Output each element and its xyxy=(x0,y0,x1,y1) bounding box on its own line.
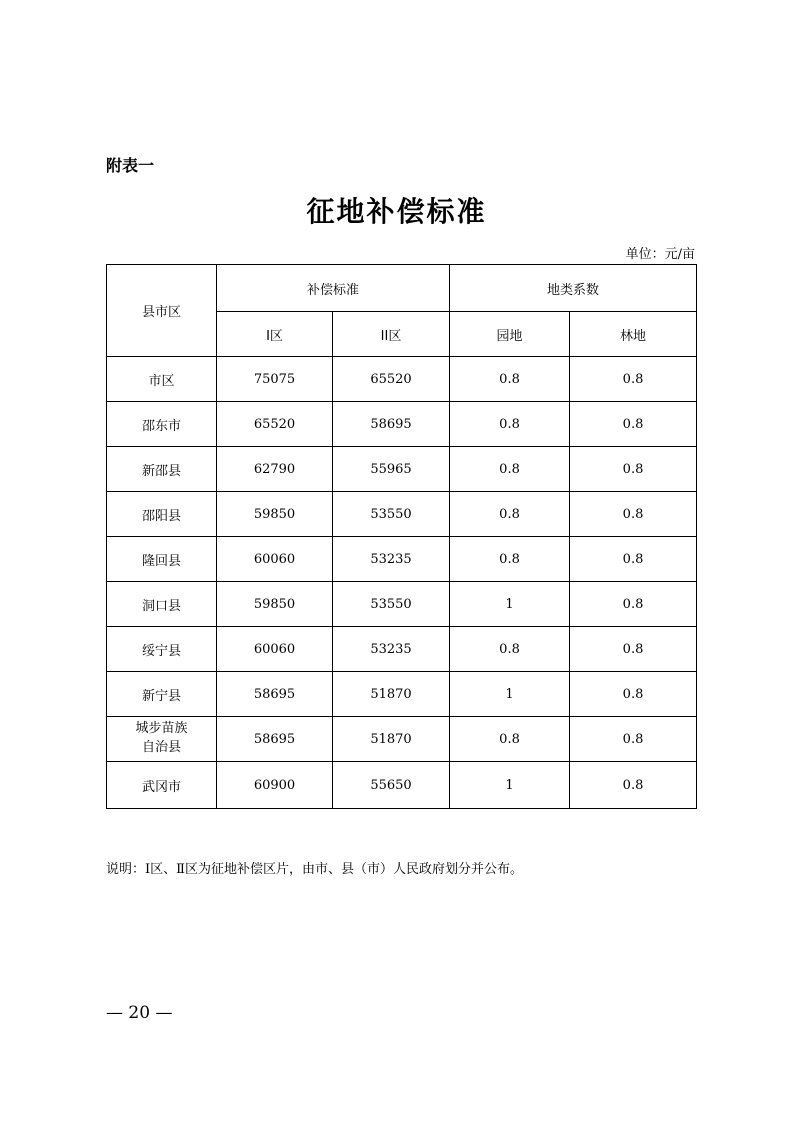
cell-zone1: 65520 xyxy=(217,402,333,447)
cell-forest: 0.8 xyxy=(570,762,697,809)
header-zone2: ⅠⅠ区 xyxy=(333,312,450,357)
cell-county: 邵阳县 xyxy=(107,492,217,537)
document-title: 征地补偿标准 xyxy=(306,195,487,228)
unit-label: 单位：元/亩 xyxy=(625,247,695,262)
page-number: — 20 — xyxy=(106,1003,173,1023)
header-forest: 林地 xyxy=(570,312,697,357)
cell-zone1: 75075 xyxy=(217,357,333,402)
header-zone1: Ⅰ区 xyxy=(217,312,333,357)
cell-forest: 0.8 xyxy=(570,537,697,582)
cell-county xyxy=(107,717,217,762)
table-row xyxy=(107,357,697,402)
table-row xyxy=(107,717,697,762)
cell-forest: 0.8 xyxy=(570,357,697,402)
cell-county: 新宁县 xyxy=(107,672,217,717)
cell-zone1: 59850 xyxy=(217,492,333,537)
cell-garden: 0.8 xyxy=(450,717,570,762)
cell-county: 邵东市 xyxy=(107,402,217,447)
cell-zone1: 58695 xyxy=(217,717,333,762)
cell-zone2: 58695 xyxy=(333,402,450,447)
cell-county: 隆回县 xyxy=(107,537,217,582)
cell-zone2: 53550 xyxy=(333,582,450,627)
cell-forest: 0.8 xyxy=(570,402,697,447)
cell-garden: 1 xyxy=(450,672,570,717)
header-county: 县市区 xyxy=(107,265,217,357)
cell-forest: 0.8 xyxy=(570,627,697,672)
cell-county: 绥宁县 xyxy=(107,627,217,672)
cell-zone2: 51870 xyxy=(333,672,450,717)
cell-garden: 1 xyxy=(450,582,570,627)
cell-zone2: 55650 xyxy=(333,762,450,809)
cell-zone2: 65520 xyxy=(333,357,450,402)
cell-zone1: 59850 xyxy=(217,582,333,627)
header-garden: 园地 xyxy=(450,312,570,357)
cell-garden: 0.8 xyxy=(450,357,570,402)
cell-zone2: 53235 xyxy=(333,537,450,582)
table-row xyxy=(107,762,697,809)
table-note: 说明：Ⅰ区、Ⅱ区为征地补偿区片，由市、县（市）人民政府划分并公布。 xyxy=(106,862,523,877)
cell-county: 武冈市 xyxy=(107,762,217,809)
cell-zone2: 55965 xyxy=(333,447,450,492)
cell-county: 新邵县 xyxy=(107,447,217,492)
header-coefficient: 地类系数 xyxy=(450,265,697,312)
cell-zone1: 60060 xyxy=(217,537,333,582)
table-row xyxy=(107,447,697,492)
cell-garden: 1 xyxy=(450,762,570,809)
cell-forest: 0.8 xyxy=(570,672,697,717)
cell-zone2: 51870 xyxy=(333,717,450,762)
cell-zone1: 58695 xyxy=(217,672,333,717)
cell-garden: 0.8 xyxy=(450,627,570,672)
table-row xyxy=(107,627,697,672)
cell-forest: 0.8 xyxy=(570,717,697,762)
annex-label: 附表一 xyxy=(106,156,155,175)
header-compensation: 补偿标准 xyxy=(217,265,450,312)
cell-zone1: 60900 xyxy=(217,762,333,809)
cell-forest: 0.8 xyxy=(570,447,697,492)
cell-zone1: 62790 xyxy=(217,447,333,492)
table-row xyxy=(107,492,697,537)
cell-county-line2: 自治县 xyxy=(141,740,181,755)
cell-garden: 0.8 xyxy=(450,537,570,582)
table-row xyxy=(107,672,697,717)
cell-zone2: 53235 xyxy=(333,627,450,672)
cell-county: 市区 xyxy=(107,357,217,402)
cell-zone2: 53550 xyxy=(333,492,450,537)
compensation-table xyxy=(106,264,697,809)
cell-garden: 0.8 xyxy=(450,402,570,447)
cell-county: 洞口县 xyxy=(107,582,217,627)
cell-zone1: 60060 xyxy=(217,627,333,672)
table-row xyxy=(107,537,697,582)
table-row xyxy=(107,402,697,447)
cell-county-line1: 城步苗族 xyxy=(135,721,188,737)
cell-garden: 0.8 xyxy=(450,492,570,537)
table-row xyxy=(107,582,697,627)
cell-forest: 0.8 xyxy=(570,492,697,537)
cell-forest: 0.8 xyxy=(570,582,697,627)
cell-garden: 0.8 xyxy=(450,447,570,492)
